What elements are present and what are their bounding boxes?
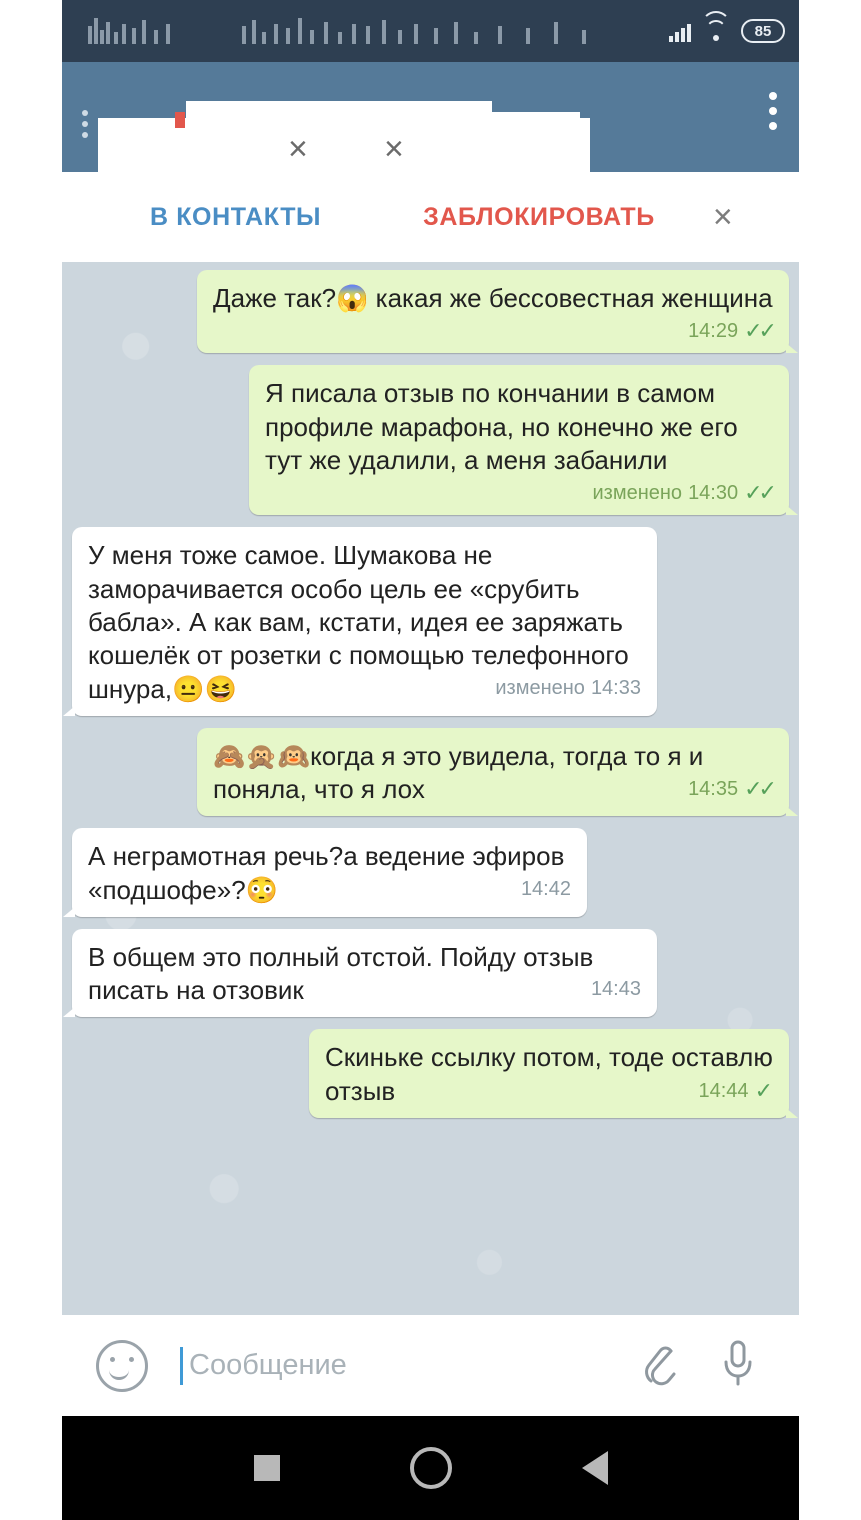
message-time: 14:42: [520, 877, 571, 900]
message-edited: изменено: [592, 482, 683, 505]
message-row: [72, 365, 789, 515]
message-row: [72, 728, 789, 817]
render-artifact-accent: [175, 112, 185, 128]
microphone-icon[interactable]: [721, 1338, 755, 1393]
glitch-close-icon-2[interactable]: ×: [384, 130, 404, 168]
message-text: Скиньке ссылку потом, тоде оставлю отзыв: [325, 1042, 781, 1106]
message-edited: изменено: [495, 676, 585, 699]
read-receipt-icon: ✓✓: [744, 318, 773, 344]
message-input[interactable]: Сообщение: [189, 1349, 347, 1381]
message-time: 14:33: [590, 676, 641, 699]
message-meta: [515, 878, 571, 900]
message-text: В общем это полный отстой. Пойду отзыв писать на отзовик: [88, 941, 601, 1006]
render-artifact-left: [104, 130, 140, 170]
read-receipt-icon: ✓✓: [744, 480, 773, 506]
status-bar: [62, 0, 799, 62]
signal-icon: [669, 20, 691, 42]
message-text: Даже так?😱 какая же бессовестная женщина: [213, 283, 773, 313]
message-bubble[interactable]: [72, 527, 657, 715]
read-receipt-icon: ✓✓: [744, 776, 773, 802]
message-bubble[interactable]: [197, 270, 789, 353]
message-list: [62, 262, 799, 1140]
read-receipt-icon: ✓: [754, 1077, 773, 1103]
message-text: У меня тоже самое. Шумакова не заморачивается особо цель ее «срубить бабла». А как вам, кстати, идея ее заряжать кошелёк от розетки с помощью телефонного шнура,😐😆: [88, 540, 636, 704]
more-vert-icon[interactable]: [769, 92, 777, 130]
triangle-back-icon[interactable]: [582, 1451, 608, 1485]
add-to-contacts-button[interactable]: В КОНТАКТЫ: [150, 202, 322, 231]
message-time: 14:43: [590, 978, 641, 1001]
message-text: А неграмотная речь?а ведение эфиров «подшофе»?😳: [88, 841, 572, 905]
message-row: [72, 270, 789, 353]
message-row: [72, 1029, 789, 1118]
left-margin: [0, 0, 62, 1520]
render-artifact-right: [492, 112, 580, 156]
message-time: 14:30: [688, 482, 739, 505]
message-meta: [593, 481, 774, 505]
glitch-close-icon-1[interactable]: ×: [288, 130, 308, 168]
message-time: 14:35: [688, 778, 739, 801]
message-bubble[interactable]: [72, 828, 587, 917]
smiley-icon[interactable]: [96, 1340, 148, 1392]
close-icon[interactable]: ×: [712, 198, 733, 236]
contact-action-bar: [62, 172, 799, 262]
battery-icon: 85: [741, 19, 785, 43]
message-meta: [682, 319, 773, 343]
message-meta: [585, 978, 641, 1000]
paperclip-icon[interactable]: [641, 1339, 681, 1392]
message-meta: [682, 777, 773, 801]
message-row: [72, 828, 789, 917]
message-bubble[interactable]: [249, 365, 789, 515]
message-meta: [495, 677, 641, 699]
square-icon[interactable]: [254, 1455, 280, 1481]
circle-icon[interactable]: [410, 1447, 452, 1489]
message-text: 🙈🙊🙉когда я это увидела, тогда то я и поняла, что я лох: [213, 740, 711, 805]
message-row: [72, 527, 789, 715]
android-nav-bar: [62, 1416, 799, 1520]
message-time: 14:29: [688, 320, 739, 343]
text-caret: [180, 1347, 183, 1385]
chat-messages-area[interactable]: [62, 262, 799, 1315]
message-row: [72, 929, 789, 1018]
right-margin: [799, 0, 861, 1520]
message-time: 14:44: [698, 1079, 749, 1102]
message-meta: [693, 1079, 774, 1103]
block-button[interactable]: ЗАБЛОКИРОВАТЬ: [423, 202, 655, 231]
left-more-vert-icon[interactable]: [82, 110, 88, 140]
message-bubble[interactable]: [309, 1029, 789, 1118]
status-bar-icons: [669, 19, 785, 43]
message-bubble[interactable]: [197, 728, 789, 817]
message-composer: [62, 1315, 799, 1416]
message-text: Я писала отзыв по кончании в самом профиле марафона, но конечно же его тут же удалили, а меня забанили: [265, 378, 745, 475]
wifi-icon: [703, 21, 729, 41]
message-bubble[interactable]: [72, 929, 657, 1018]
